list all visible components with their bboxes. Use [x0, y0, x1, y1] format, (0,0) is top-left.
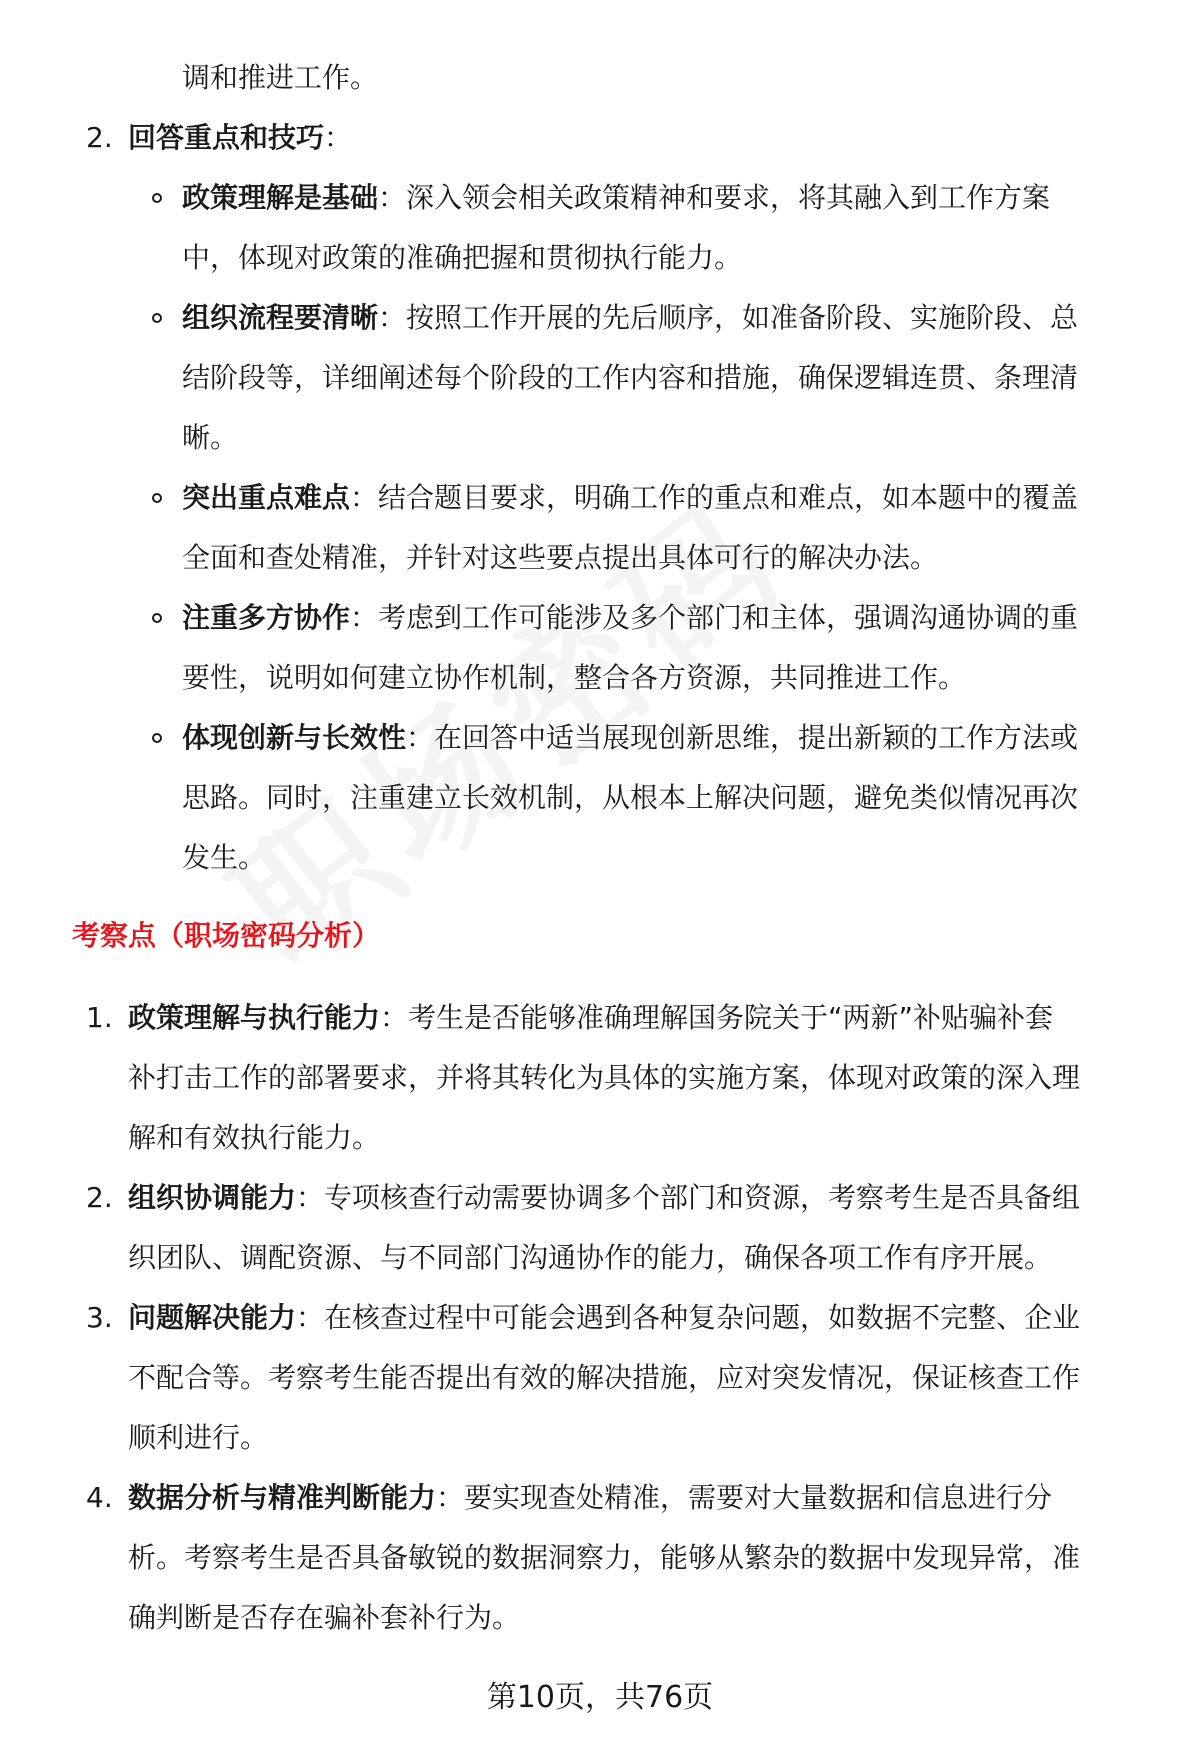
page-number: 第10页，共76页	[486, 1680, 714, 1715]
bullet-title: 注重多方协作	[182, 601, 351, 634]
bullet-text: ：在回答中适当展现创新思维，提出新颖的工作方法或	[406, 721, 1079, 754]
bullet-icon	[152, 493, 162, 503]
bullet-title: 突出重点难点	[182, 481, 351, 514]
item-line	[128, 988, 1053, 1048]
bullet-line	[182, 708, 1078, 768]
item-text: ：专项核查行动需要协调多个部门和资源，考察考生是否具备组	[296, 1181, 1081, 1214]
bullet-text: ：考虑到工作可能涉及多个部门和主体，强调沟通协调的重	[350, 601, 1079, 634]
item-line	[128, 1288, 1080, 1348]
bullet-line: 全面和查处精准，并针对这些要点提出具体可行的解决办法。	[182, 541, 939, 574]
bullet-title: 政策理解是基础	[182, 181, 379, 214]
continuation-text: 调和推进工作。	[182, 61, 379, 94]
item-line: 解和有效执行能力。	[128, 1121, 381, 1154]
item-line: 不配合等。考察考生能否提出有效的解决措施，应对突发情况，保证核查工作	[128, 1361, 1081, 1394]
item-title: 回答重点和技巧	[128, 121, 325, 154]
item-text: ：在核查过程中可能会遇到各种复杂问题，如数据不完整、企业	[296, 1301, 1081, 1334]
bullet-line: 要性，说明如何建立协作机制，整合各方资源，共同推进工作。	[182, 661, 967, 694]
bullet-text: ：深入领会相关政策精神和要求，将其融入到工作方案	[378, 181, 1051, 214]
item-line: 织团队、调配资源、与不同部门沟通协作的能力，确保各项工作有序开展。	[128, 1241, 1053, 1274]
item-title: 政策理解与执行能力	[128, 1001, 381, 1034]
section-heading: 考察点（职场密码分析）	[72, 919, 381, 952]
item-line: 补打击工作的部署要求，并将其转化为具体的实施方案，体现对政策的深入理	[128, 1061, 1081, 1094]
bullet-line: 结阶段等，详细阐述每个阶段的工作内容和措施，确保逻辑连贯、条理清	[182, 361, 1079, 394]
bullet-title: 组织流程要清晰	[182, 301, 379, 334]
bullet-line	[182, 288, 1078, 348]
bullet-line	[182, 168, 1050, 228]
item-title: 组织协调能力	[128, 1181, 297, 1214]
bullet-line: 晰。	[182, 421, 239, 454]
item-title: 数据分析与精准判断能力	[128, 1481, 437, 1514]
item-line: 确判断是否存在骗补套补行为。	[128, 1601, 521, 1634]
bullet-text: ：结合题目要求，明确工作的重点和难点，如本题中的覆盖	[350, 481, 1079, 514]
bullet-icon	[152, 193, 162, 203]
bullet-icon	[152, 733, 162, 743]
bullet-line: 发生。	[182, 841, 267, 874]
item-number: 1.	[86, 1001, 113, 1034]
bullet-line: 思路。同时，注重建立长效机制，从根本上解决问题，避免类似情况再次	[182, 781, 1079, 814]
item-number: 4.	[86, 1481, 113, 1514]
item-title: 问题解决能力	[128, 1301, 297, 1334]
bullet-line	[182, 588, 1078, 648]
bullet-icon	[152, 313, 162, 323]
bullet-line: 中，体现对政策的准确把握和贯彻执行能力。	[182, 241, 743, 274]
item-number: 2.	[86, 121, 113, 154]
item-line	[128, 1168, 1080, 1228]
item-line	[128, 1468, 1052, 1528]
item-line: 析。考察考生是否具备敏锐的数据洞察力，能够从繁杂的数据中发现异常，准	[128, 1541, 1081, 1574]
item-number: 3.	[86, 1301, 113, 1334]
item-colon: ：	[324, 121, 353, 154]
bullet-title: 体现创新与长效性	[182, 721, 407, 754]
item-line: 顺利进行。	[128, 1421, 269, 1454]
item-title-line	[128, 108, 352, 168]
item-number: 2.	[86, 1181, 113, 1214]
item-text: ：考生是否能够准确理解国务院关于“两新”补贴骗补套	[380, 1001, 1054, 1034]
bullet-line	[182, 468, 1078, 528]
item-text: ：要实现查处精准，需要对大量数据和信息进行分	[436, 1481, 1053, 1514]
bullet-icon	[152, 613, 162, 623]
bullet-text: ：按照工作开展的先后顺序，如准备阶段、实施阶段、总	[378, 301, 1079, 334]
